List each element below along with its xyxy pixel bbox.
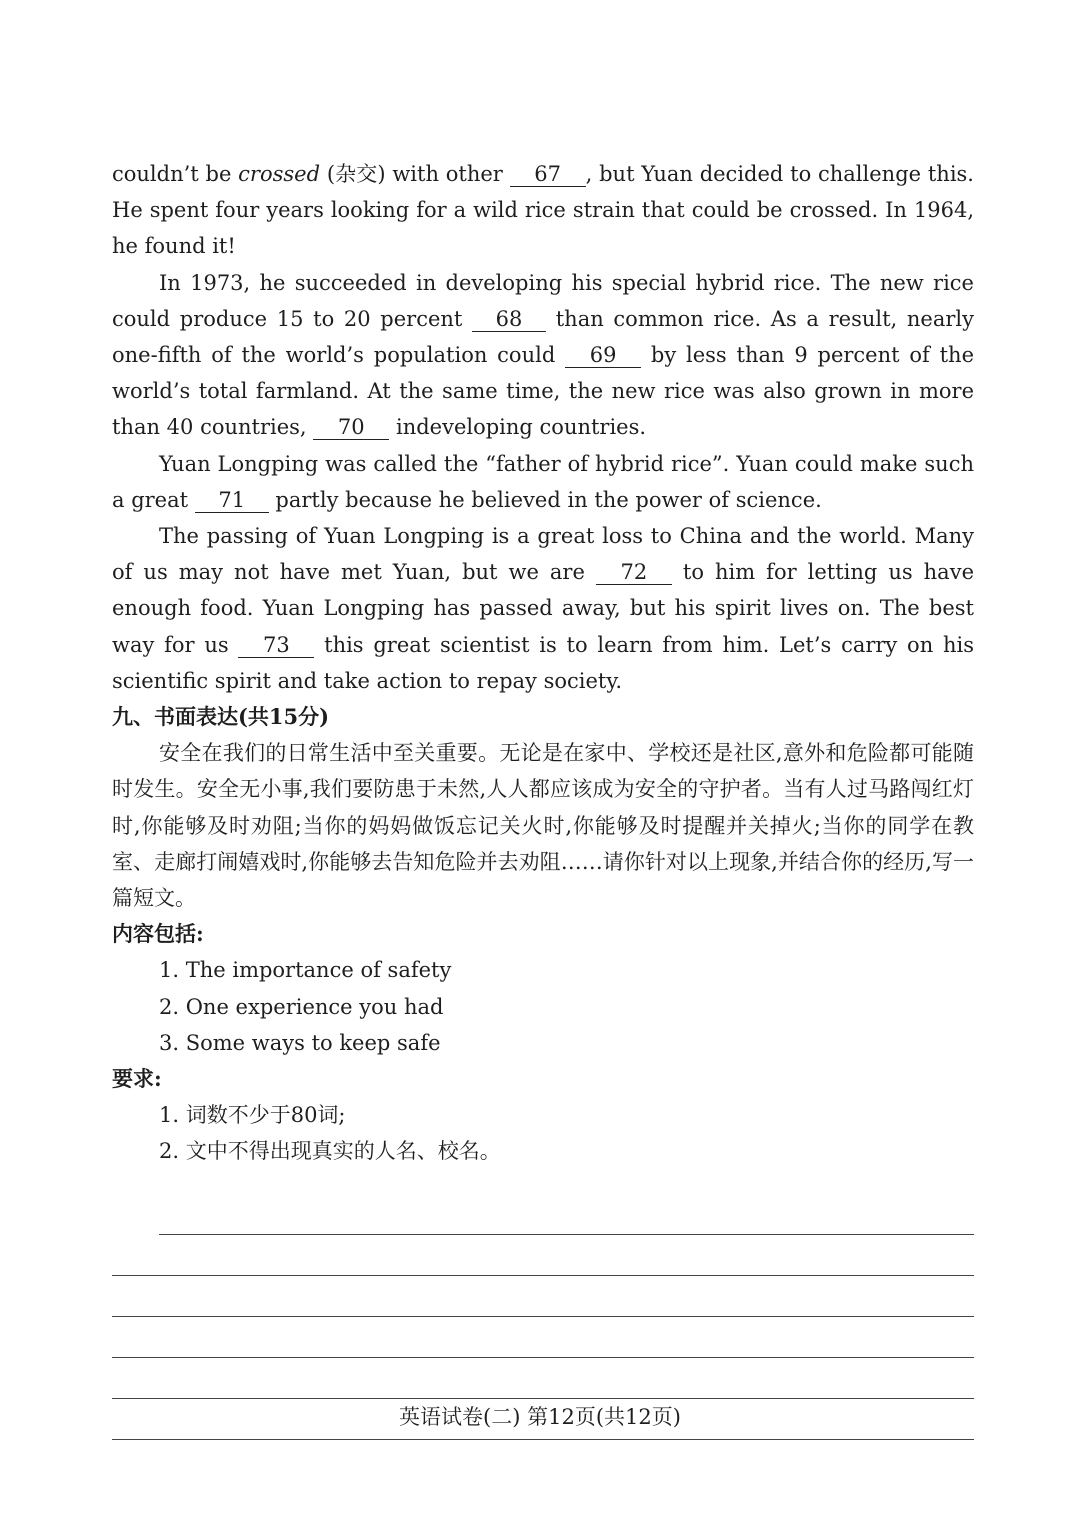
text: by less than 9 percent of the world’s total farmland. At the same time, the new rice was also grown in more than 40 countries,: [112, 343, 974, 440]
italic-word: crossed: [238, 162, 321, 186]
text: , but Yuan decided to challenge this. He spent four years looking for a wild rice strain that could be crossed. In 1964, he found it!: [112, 162, 974, 259]
section-9-title: 九、书面表达(共15分): [112, 704, 330, 730]
list-item: 1. 词数不少于80词;: [159, 1103, 346, 1128]
text: than common rice. As a result, nearly one-fifth of the world’s population could: [112, 306, 974, 368]
blank-72[interactable]: 72: [596, 560, 672, 585]
blank-71[interactable]: 71: [195, 488, 269, 513]
text: The passing of Yuan Longping is a great loss to China and the world. Many of us may not have met Yuan, but we are: [112, 524, 974, 585]
answer-line[interactable]: [159, 1194, 974, 1235]
answer-line[interactable]: [112, 1358, 974, 1399]
paragraph-cloze-4: [112, 518, 974, 699]
paragraph-cloze-2: [112, 265, 974, 446]
exam-page: [112, 156, 974, 1440]
list-item: 3. Some ways to keep safe: [159, 1030, 441, 1055]
text: (杂交) with other: [320, 162, 510, 186]
answer-line[interactable]: [112, 1235, 974, 1276]
text: to him for letting us have enough food. Yuan Longping has passed away, but his spirit lives on. The best way for us: [112, 560, 974, 657]
blank-69[interactable]: 69: [565, 343, 641, 368]
page-footer: 英语试卷(二) 第12页(共12页): [399, 1405, 681, 1429]
list-item: 1. The importance of safety: [159, 958, 452, 983]
blank-68[interactable]: 68: [472, 307, 546, 332]
text: In 1973, he succeeded in developing his special hybrid rice. The new rice could produce 15 to 20 percent: [112, 270, 974, 331]
blank-73[interactable]: 73: [238, 633, 314, 658]
blank-70[interactable]: 70: [313, 415, 389, 440]
text: Yuan Longping was called the “father of hybrid rice”. Yuan could make such a great: [112, 451, 974, 512]
answer-line[interactable]: [112, 1276, 974, 1317]
paragraph-cloze-3: [112, 446, 974, 518]
blank-67[interactable]: 67: [510, 162, 586, 187]
list-item: 2. One experience you had: [159, 994, 444, 1019]
paragraph-cloze-1: [112, 156, 974, 265]
content-list: [112, 952, 974, 1061]
requirements-label: 要求:: [112, 1066, 162, 1092]
text: couldn’t be: [112, 162, 239, 186]
text: partly because he believed in the power of science.: [268, 487, 822, 512]
text: indeveloping countries.: [389, 415, 647, 440]
writing-prompt: 安全在我们的日常生活中至关重要。无论是在家中、学校还是社区,意外和危险都可能随时发生。安全无小事,我们要防患于未然,人人都应该成为安全的守护者。当有人过马路闯红灯时,你能够及时劝阻;当你的妈妈做饭忘记关火时,你能够及时提醒并关掉火;当你的同学在教室、走廊打闹嬉戏时,你能够去告知危险并去劝阻……请你针对以上现象,并结合你的经历,写一篇短文。: [112, 741, 974, 911]
list-item: 2. 文中不得出现真实的人名、校名。: [159, 1139, 501, 1164]
content-label: 内容包括:: [112, 921, 204, 947]
answer-line[interactable]: [112, 1317, 974, 1358]
text: this great scientist is to learn from him. Let’s carry on his scientific spirit and take action to repay society.: [112, 632, 974, 693]
requirements-list: [112, 1097, 974, 1169]
